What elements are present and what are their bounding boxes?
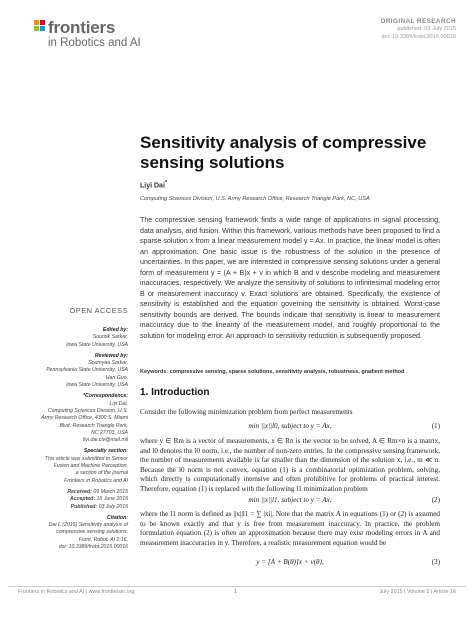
accepted-row (20, 496, 128, 503)
paragraph (140, 408, 440, 418)
citation-line: compressive sensing solutions. (56, 529, 128, 536)
correspondence-line: Blvd, Research Triangle Park, (59, 422, 128, 429)
citation-doi[interactable]: doi: 10.3389/frobt.2015.00016 (58, 544, 128, 551)
equation-number: (3) (431, 558, 440, 566)
accepted-date: 16 June 2015 (96, 496, 128, 503)
specialty-line: Fusion and Machine Perception, (53, 463, 128, 470)
keywords (140, 369, 440, 375)
correspondence-line: Army Research Office, 4300 S. Miami (41, 415, 128, 422)
open-access-label: OPEN ACCESS (69, 306, 128, 315)
accepted-label: Accepted: (70, 496, 96, 503)
equation-expression: min ||x||l1, subject to y = Ax, (248, 496, 332, 504)
footer-issue: July 2015 | Volume 2 | Article 16 (379, 589, 456, 595)
frontiers-logo-icon (34, 20, 46, 32)
equation-expression: y = [A + B(θ)]x + v(θ), (256, 558, 324, 566)
reviewer-line: Soumyaa Sarkar, (88, 360, 128, 367)
editor-line: Iowa State University, USA (66, 341, 128, 348)
specialty-section-label: Specialty section: (83, 448, 128, 455)
citation-line: Front. Robot. AI 2:16. (78, 536, 128, 543)
article-type: ORIGINAL RESEARCH (380, 18, 456, 25)
paragraph-text: Consider the following minimization problem from perfect measurements (140, 408, 353, 416)
citation-label: Citation: (106, 514, 128, 521)
published-date-sidebar: 03 July 2015 (98, 503, 128, 510)
author-mark: * (164, 180, 168, 186)
keywords-text: compressive sensing, sparse solutions, sensitivity analysis, robustness, gradient method (169, 369, 405, 375)
published-label: Published: (70, 503, 98, 510)
author (140, 180, 167, 189)
correspondence-line: NC 27703, USA (91, 429, 128, 436)
logo-wordmark: frontiers (48, 18, 116, 37)
equation-2 (140, 496, 440, 506)
correspondence-line: Liyi Dai, (109, 400, 128, 407)
reviewer-line: Han Guo, (105, 374, 128, 381)
reviewer-line: Pennsylvania State University, USA (46, 367, 128, 374)
section-heading: 1. Introduction (140, 387, 210, 398)
footer-divider (8, 586, 466, 587)
equation-number: (1) (431, 422, 440, 430)
sidebar-metadata (20, 324, 128, 551)
published-date: published: 03 July 2015 (397, 26, 456, 32)
article-title: Sensitivity analysis of compressive sensing solutions (140, 133, 427, 172)
editor-line: Soumik Sarkar, (92, 334, 128, 341)
correspondence-label: *Correspondence: (83, 393, 128, 400)
affiliation: Computing Sciences Division, U.S. Army Research Office, Research Triangle Park, NC, USA (140, 196, 370, 202)
specialty-line: This article was submitted to Sensor (44, 455, 128, 462)
received-label: Received: (67, 488, 92, 495)
correspondence-line: Computing Sciences Division, U.S. (47, 407, 128, 414)
journal-logo (34, 18, 234, 58)
paragraph (140, 510, 440, 548)
author-name: Liyi Dai (140, 182, 165, 190)
doi: doi: 10.3389/frobt.2015.00016 (381, 34, 456, 40)
footer-journal-link[interactable]: Frontiers in Robotics and AI | www.frontiersin.org (18, 589, 135, 595)
paragraph-text: where the l1 norm is defined as ||x||l1 = ∑ |xi|. Note that the matrix A in equations (1) or (2) is assumed to be known exactly and that y is free from measurement inaccuracy. In practice, the problem formulation equation (2) is often an approximation because there may exist modeling errors in A and measurement inaccuracies in y. Therefore, a realistic measurement equation would be (140, 510, 440, 547)
equation-3 (140, 558, 440, 568)
article-meta (306, 18, 456, 41)
received-row (20, 489, 128, 496)
equation-expression: min ||x||l0, subject to y = Ax, (248, 422, 332, 430)
published-row (20, 504, 128, 511)
citation-line: Dai L (2015) Sensitivity analysis of (48, 522, 128, 529)
abstract-text: The compressive sensing framework finds a wide range of applications in signal processing, data analysis, and fusion. Within this framework, various methods have been proposed to find a sparse solution x from a linear measurement model y = Ax. In practice, the linear model is often an approximation. One basic issue is the robustness of the solution in the presence of uncertainties. In this paper, we are interested in compressive sensing solutions under a general form of measurement y = (A + B)x + v in which B and v describe modeling and measurement inaccuracies, respectively. We analyze the sensitivity of solutions to infinitesimal modeling error B or measurement inaccuracy v. Exact solutions are obtained. Specifically, the existence of sensitivity is established and the equation governing the sensitivity is obtained. Worst-case sensitivity bounds are derived. The bounds indicate that sensitivity is linear to measurement inaccuracy due to the linearity of the measurement model, and roughly proportional to the solution for modeling error. An approach to sensitivity reduction is subsequently proposed. (140, 216, 440, 340)
edited-by-label: Edited by: (102, 327, 128, 333)
equation-number: (2) (431, 496, 440, 504)
paragraph-text: where y ∈ Rm is a vector of measurements, x ∈ Rn is the vector to be solved, A ∈ Rm×n is a matrix, and l0 denotes the l0 norm, i.e., the number of non-zero entries. In the compressive sensing framework, the number of measurements available is far smaller than the dimension of the solution x, i.e., m ≪ n. Because the l0 norm is not convex, equation (1) is a combinatorial optimization problem, solving, which directly is computationally intensive and often prohibitive for problems of practical interest. Therefore, equation (1) is replaced with the following l1 minimization problem (140, 437, 440, 493)
received-date: 09 March 2015 (93, 488, 128, 495)
specialty-line: Frontiers in Robotics and AI (64, 477, 128, 484)
journal-name: in Robotics and AI (48, 37, 141, 49)
correspondence-email[interactable]: liyi.dai.civ@mail.mil (82, 437, 128, 444)
abstract (140, 215, 440, 341)
equation-1 (140, 422, 440, 432)
reviewer-line: Iowa State University, USA (66, 382, 128, 389)
page-number: 1 (234, 589, 237, 595)
paragraph (140, 437, 440, 495)
reviewed-by-label: Reviewed by: (94, 352, 128, 359)
specialty-line: a section of the journal (75, 470, 128, 477)
keywords-label: Keywords: (140, 369, 169, 375)
